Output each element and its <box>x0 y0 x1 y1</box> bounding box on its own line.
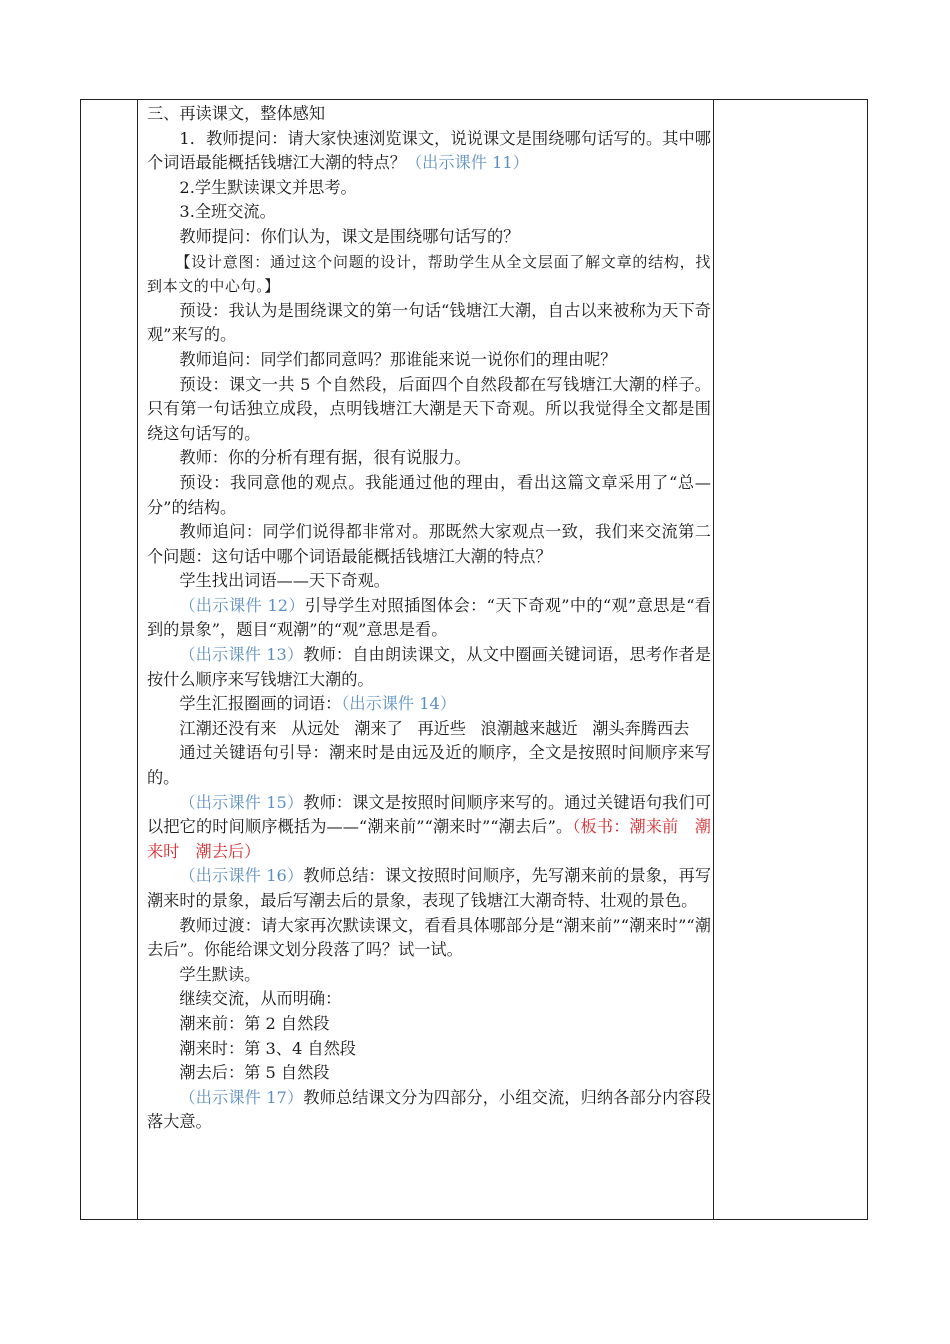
paragraph-s3: 3.全班交流。 <box>179 202 276 222</box>
paragraph-q1: 1．教师提问：请大家快速浏览课文，说说课文是围绕哪句话写的。其中哪个词语最能概括钱塘江大潮的特点？（出示课件 11） <box>147 128 711 173</box>
column-divider-right <box>713 100 714 1219</box>
paragraph-r13: （出示课件 13）教师：自由朗读课文，从文中圈画关键词语，思考作者是按什么顺序来写钱塘江大潮的。 <box>147 645 712 689</box>
part-1: 潮来前：第 2 自然段 <box>179 1013 330 1033</box>
paragraph-r15: （出示课件 15）教师：课文是按照时间顺序来写的。通过关键语句我们可以把它的时间顺序概括为——“潮来前”“潮来时”“潮去后”。（板书：潮来前 潮来时 潮去后） <box>147 792 712 861</box>
keyword-list <box>147 717 711 742</box>
keyword: 潮头奔腾西去 <box>592 718 690 738</box>
paragraph-t2: 教师追问：同学们都同意吗？那谁能来说一说你们的理由呢？ <box>179 349 617 369</box>
paragraph-s2: 2.学生默读课文并思考。 <box>179 177 357 197</box>
paragraph-y1: 预设：我认为是围绕课文的第一句话“钱塘江大潮，自古以来被称为天下奇观”来写的。 <box>147 300 711 345</box>
paragraph-s7: 继续交流，从而明确： <box>179 989 342 1009</box>
paragraph-y3: 预设：我同意他的观点。我能通过他的理由，看出这篇文章采用了“总—分”的结构。 <box>147 472 711 517</box>
paragraph-r17: （出示课件 17）教师总结课文分为四部分，小组交流，归纳各部分内容段落大意。 <box>147 1087 712 1132</box>
paragraph-r16: （出示课件 16）教师总结：课文按照时间顺序，先写潮来前的景象，再写潮来时的景象，最后写潮去后的景象，表现了钱塘江大潮奇特、壮观的景色。 <box>147 866 712 910</box>
design-intent: 【设计意图：通过这个问题的设计，帮助学生从全文层面了解文章的结构，找到本文的中心句。】 <box>147 252 711 296</box>
courseware-ref-14: （出示课件 14） <box>341 694 457 714</box>
courseware-ref-15: （出示课件 15） <box>179 792 304 812</box>
keyword: 浪潮越来越近 <box>480 718 578 738</box>
paragraph-s5: 学生汇报圈画的词语：（出示课件 14） <box>179 694 457 714</box>
lesson-content <box>147 102 711 1135</box>
column-divider-left <box>137 100 138 1219</box>
part-2: 潮来时：第 3、4 自然段 <box>179 1038 356 1058</box>
courseware-ref-16: （出示课件 16） <box>179 866 304 886</box>
courseware-ref-11: （出示课件 11） <box>406 153 529 173</box>
lesson-table <box>80 99 868 1220</box>
paragraph-s4: 学生找出词语——天下奇观。 <box>179 571 390 591</box>
board-note: （板书：潮来前 潮来时 潮去后） <box>147 817 711 861</box>
keyword: 江潮还没有来 <box>179 718 277 738</box>
paragraph-t5: 通过关键语句引导：潮来时是由远及近的顺序，全文是按照时间顺序来写的。 <box>147 743 711 788</box>
paragraph-t3: 教师：你的分析有理有据，很有说服力。 <box>179 448 471 468</box>
courseware-ref-17: （出示课件 17） <box>179 1087 304 1107</box>
paragraph-r12: （出示课件 12）引导学生对照插图体会：“天下奇观”中的“观”意思是“看到的景象”，题目“观潮”的“观”意思是看。 <box>147 595 711 640</box>
paragraph-y2: 预设：课文一共 5 个自然段，后面四个自然段都在写钱塘江大潮的样子。只有第一句话独立成段，点明钱塘江大潮是天下奇观。所以我觉得全文都是围绕这句话写的。 <box>147 374 711 443</box>
keyword: 从远处 <box>291 718 340 738</box>
part-3: 潮去后：第 5 自然段 <box>179 1063 330 1083</box>
keyword: 再近些 <box>417 718 466 738</box>
paragraph-s6: 学生默读。 <box>179 964 261 984</box>
courseware-ref-12: （出示课件 12） <box>179 595 305 615</box>
section-title: 三、再读课文，整体感知 <box>147 104 326 123</box>
keyword: 潮来了 <box>354 718 403 738</box>
courseware-ref-13: （出示课件 13） <box>179 645 304 665</box>
paragraph-t4: 教师追问：同学们说得都非常对。那既然大家观点一致，我们来交流第二个问题：这句话中哪个词语最能概括钱塘江大潮的特点？ <box>147 522 711 566</box>
paragraph-t6: 教师过渡：请大家再次默读课文，看看具体哪部分是“潮来前”“潮来时”“潮去后”。你能给课文划分段落了吗？试一试。 <box>147 915 711 960</box>
paragraph-t1: 教师提问：你们认为，课文是围绕哪句话写的？ <box>179 226 520 246</box>
